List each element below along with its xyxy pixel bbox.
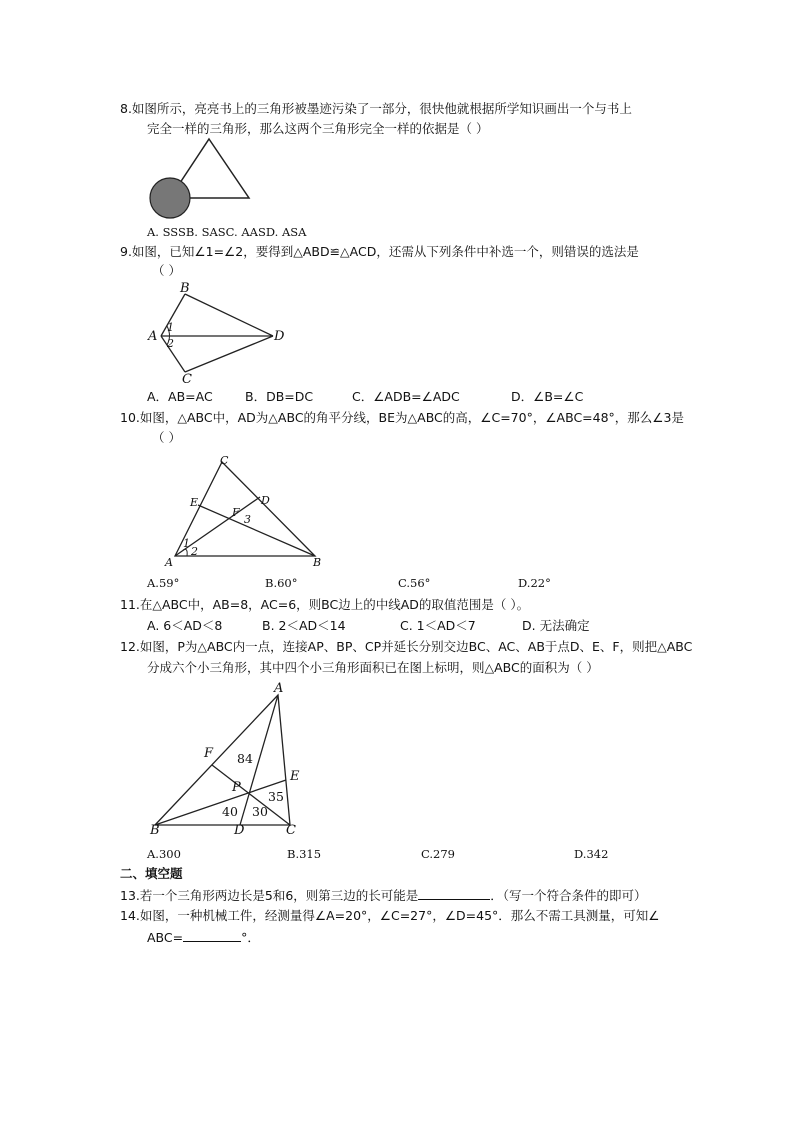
q9-option-a: A．AB=AC: [147, 389, 213, 404]
q11-option-d: D. 无法确定: [522, 618, 590, 633]
q12-label-D: D: [234, 823, 245, 838]
q9-option-b: B．DB=DC: [245, 389, 314, 404]
q13-prompt: 13.若一个三角形两边长是5和6，则第三边的长可能是: [120, 888, 419, 903]
q11-option-b: B. 2＜AD＜14: [262, 618, 346, 633]
q9-label-C: C: [182, 372, 192, 387]
q9-label-D: D: [274, 329, 285, 344]
q12-label-A: A: [274, 681, 284, 696]
q10-label-A: A: [165, 556, 173, 569]
q14-suffix: °．: [241, 930, 260, 945]
q12-label-F: F: [204, 746, 214, 761]
q14-prefix: ABC=: [147, 930, 184, 945]
q9-option-c: C．∠ADB=∠ADC: [352, 389, 460, 404]
q9-label-1: 1: [167, 321, 174, 334]
q12-option-d: D.342: [574, 847, 609, 861]
q10-label-1: 1: [183, 537, 190, 550]
q11-option-a: A. 6＜AD＜8: [147, 618, 223, 633]
q11-option-c: C. 1＜AD＜7: [400, 618, 476, 633]
q13-answer-blank[interactable]: [418, 887, 490, 900]
q12-text-line1: 12.如图，P为△ABC内一点，连接AP、BP、CP并延长分别交边BC、AC、AB于点D、E、F，则把△ABC: [120, 639, 693, 654]
q10-option-b: B.60°: [265, 576, 298, 590]
q13-text: [120, 887, 647, 904]
q10-label-C: C: [220, 454, 229, 467]
q10-label-2: 2: [191, 545, 198, 558]
q10-label-D: D: [261, 494, 270, 507]
q10-label-3: 3: [244, 513, 251, 526]
q9-text-line2: （ ）: [152, 263, 181, 278]
q9-text-line1: 9.如图，已知∠1=∠2，要得到△ABD≌△ACD，还需从下列条件中补选一个，则错误的选法是: [120, 244, 639, 259]
q12-text-line2: 分成六个小三角形，其中四个小三角形面积已在图上标明，则△ABC的面积为（ ）: [147, 660, 599, 675]
q10-label-F: F: [232, 506, 240, 519]
q12-label-C: C: [286, 823, 296, 838]
q9-segment-CD: [185, 336, 273, 372]
q9-segment-BD: [185, 294, 273, 336]
q12-figure: [140, 680, 315, 845]
q12-label-P: P: [232, 780, 241, 795]
q10-option-a: A.59°: [147, 576, 180, 590]
q10-option-d: D.22°: [518, 576, 551, 590]
q12-area-35: 35: [268, 789, 284, 804]
q12-label-B: B: [150, 823, 160, 838]
q12-area-30: 30: [252, 804, 268, 819]
q10-label-B: B: [313, 556, 322, 569]
q9-label-A: A: [148, 329, 158, 344]
q12-option-c: C.279: [421, 847, 455, 861]
q10-text-line2: （ ）: [152, 430, 181, 445]
q12-area-84: 84: [237, 751, 253, 766]
q9-label-2: 2: [167, 337, 174, 350]
q8-ink-blot: [150, 178, 190, 218]
q12-label-E: E: [290, 769, 300, 784]
q8-options: A. SSSB. SASC. AASD. ASA: [147, 225, 307, 239]
q11-text-line1: 11.在△ABC中，AB=8，AC=6，则BC边上的中线AD的取值范围是（ ）。: [120, 597, 530, 612]
section-title-fill-in: 二、填空题: [120, 866, 183, 881]
q10-option-c: C.56°: [398, 576, 431, 590]
q9-option-d: D．∠B=∠C: [511, 389, 584, 404]
q10-label-E: E: [190, 496, 199, 509]
q14-text-line2: [147, 929, 260, 946]
q8-text-line2: 完全一样的三角形，那么这两个三角形完全一样的依据是（ ）: [147, 121, 489, 136]
q9-label-B: B: [180, 281, 190, 296]
q14-text-line1: 14.如图，一种机械工件，经测量得∠A=20°，∠C=27°，∠D=45°．那么不需工具测量，可知∠: [120, 908, 660, 923]
q12-option-b: B.315: [287, 847, 322, 861]
q10-text-line1: 10.如图，△ABC中，AD为△ABC的角平分线，BE为△ABC的高，∠C=70°，∠ABC=48°，那么∠3是: [120, 410, 684, 425]
q12-area-40: 40: [222, 804, 238, 819]
q12-option-a: A.300: [147, 847, 181, 861]
q8-figure: [148, 138, 253, 220]
q13-suffix: ．（写一个符合条件的即可）: [490, 888, 647, 903]
q14-answer-blank[interactable]: [183, 929, 241, 942]
q8-text-line1: 8.如图所示，亮亮书上的三角形被墨迹污染了一部分，很快他就根据所学知识画出一个与书上: [120, 101, 632, 116]
q10-segment-BE: [198, 505, 315, 556]
